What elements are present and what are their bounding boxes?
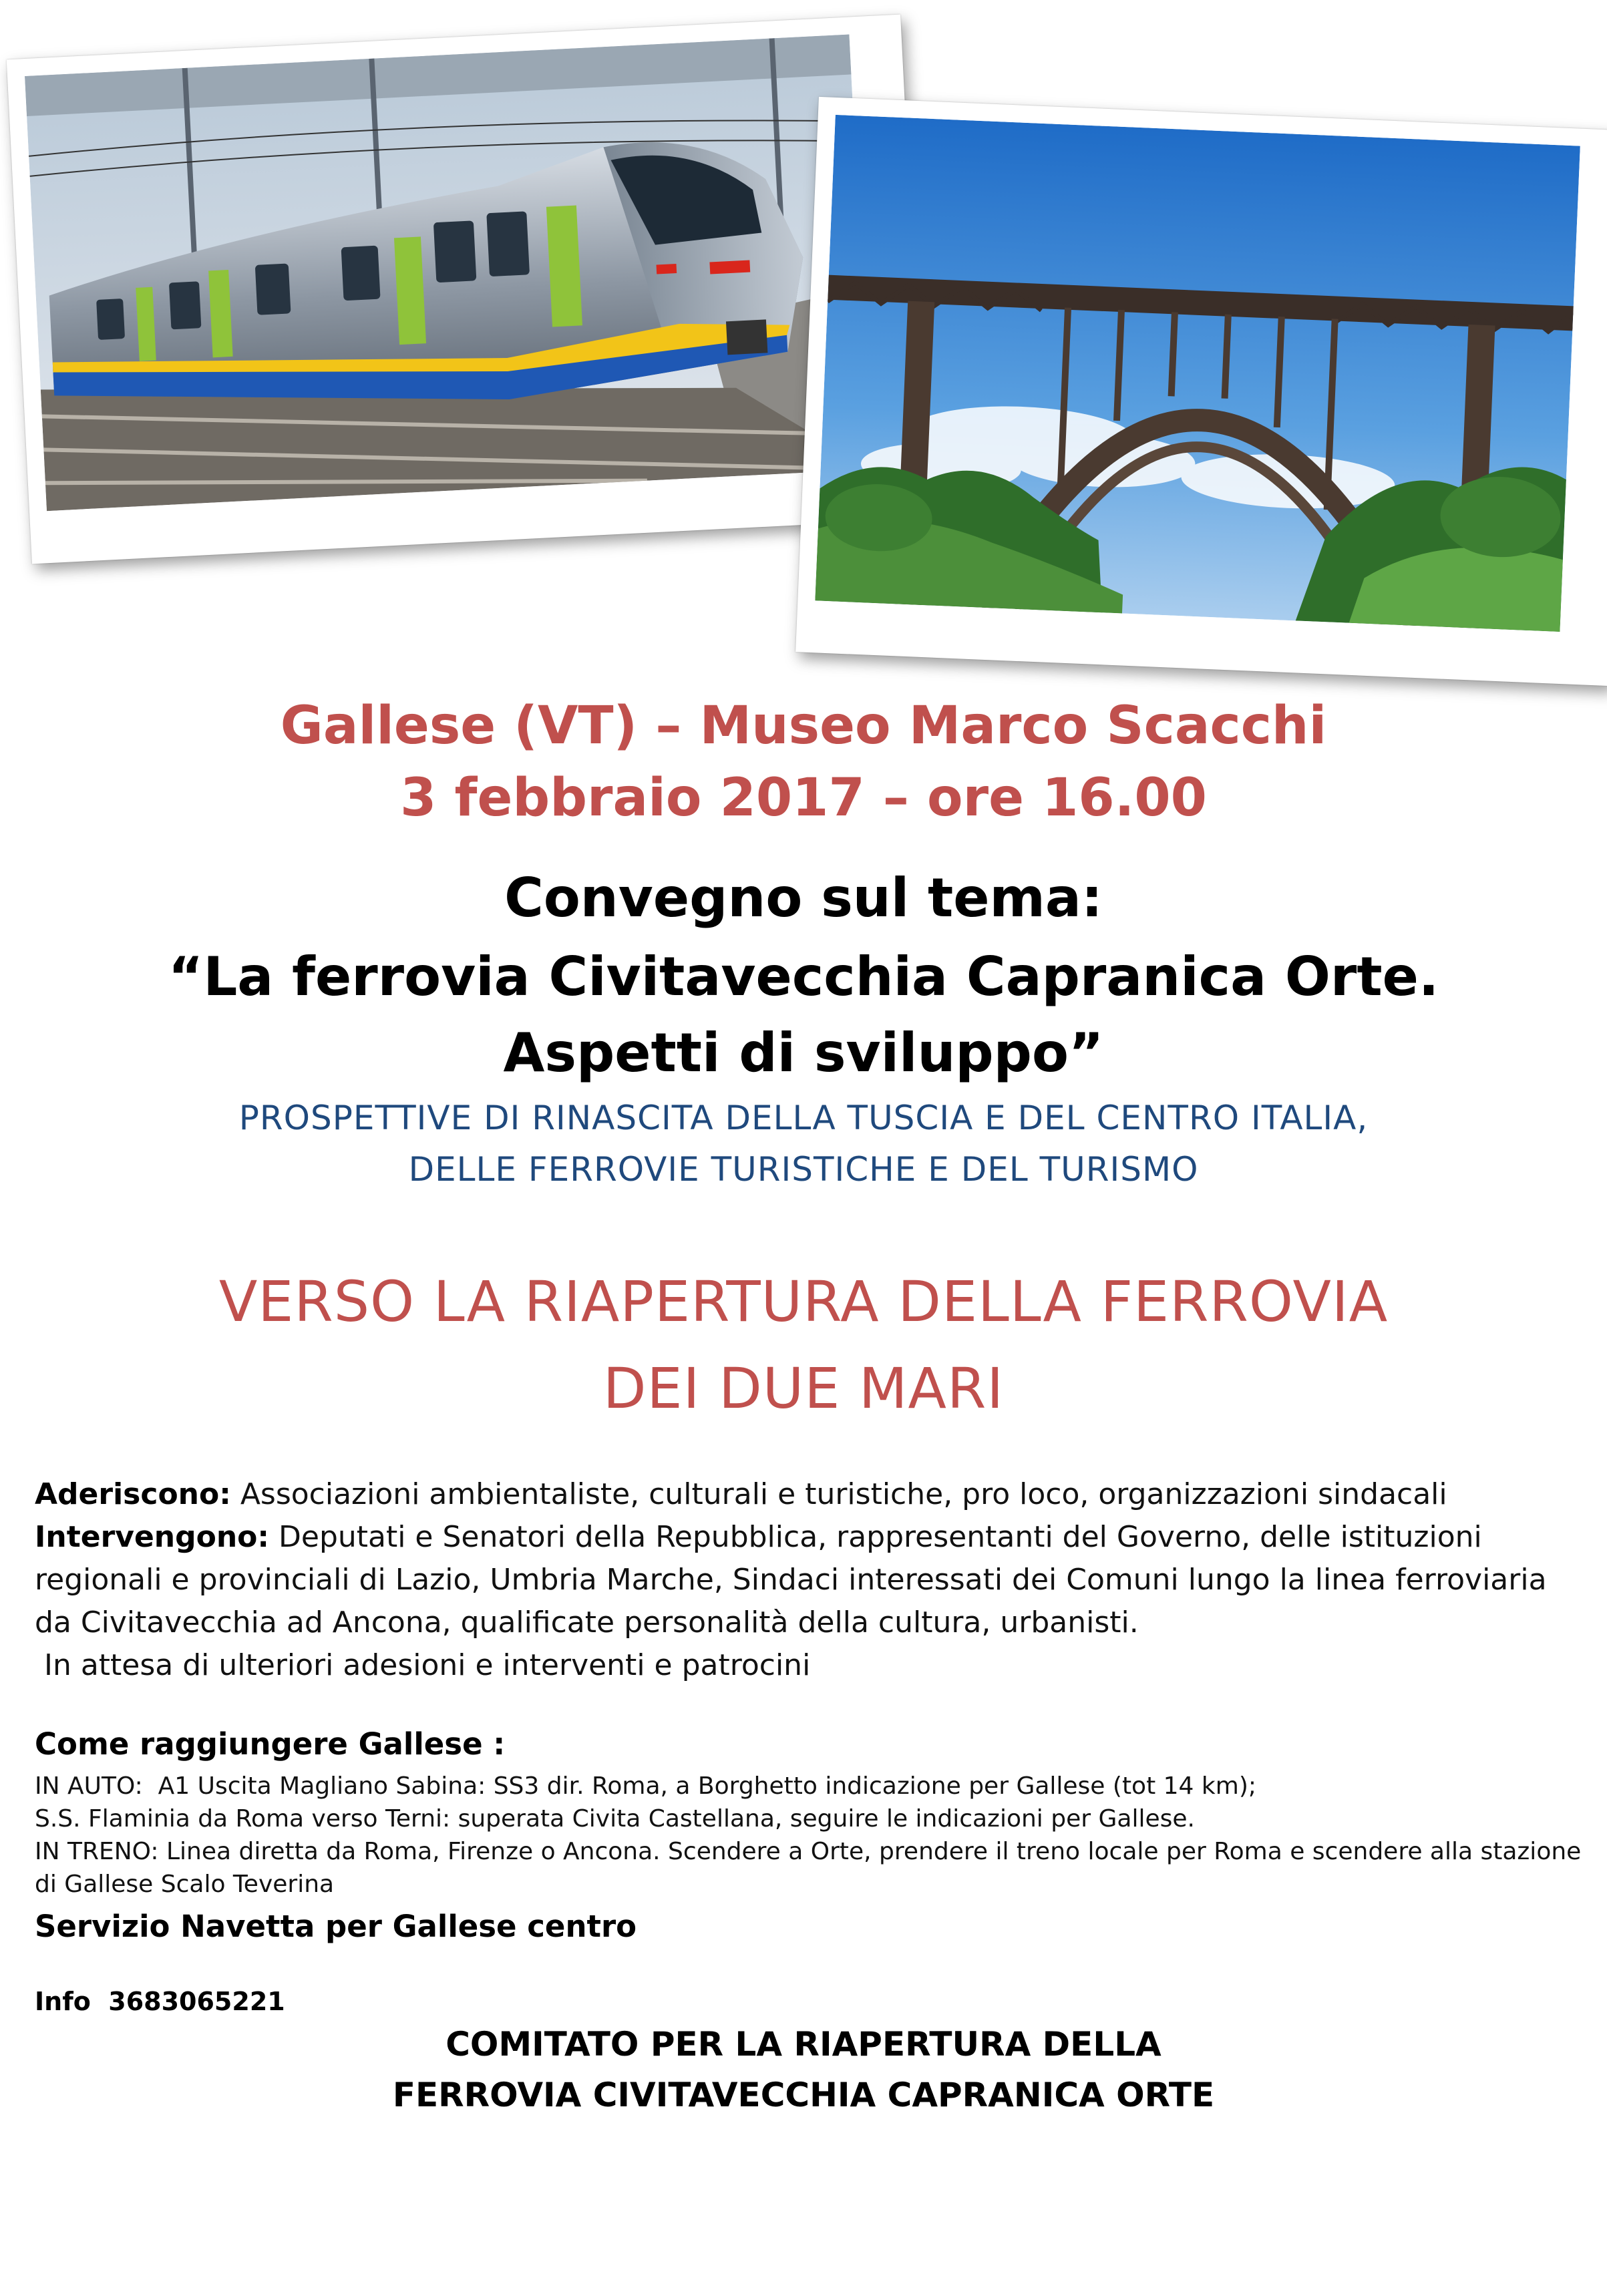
- navetta-line: Servizio Navetta per Gallese centro: [35, 1909, 637, 1944]
- subtitle-line-1: PROSPETTIVE DI RINASCITA DELLA TUSCIA E DEL CENTRO ITALIA,: [238, 1099, 1369, 1137]
- headline-line-1: VERSO LA RIAPERTURA DELLA FERROVIA: [218, 1269, 1389, 1334]
- attesa-row: In attesa di ulteriori adesioni e interventi e patrocini: [35, 1648, 811, 1682]
- subtitle-line-2: DELLE FERROVIE TURISTICHE E DEL TURISMO: [408, 1150, 1199, 1189]
- aderiscono-row: [35, 1473, 1584, 1516]
- committee-line-1: COMITATO PER LA RIAPERTURA DELLA: [445, 2025, 1162, 2064]
- train-photo: [7, 15, 926, 564]
- flaminia-directions: S.S. Flaminia da Roma verso Terni: superata Civita Castellana, seguire le indicazioni per Gallese.: [35, 1805, 1195, 1833]
- info-phone: Info 3683065221: [35, 1987, 285, 2016]
- auto-directions: IN AUTO: A1 Uscita Magliano Sabina: SS3 dir. Roma, a Borghetto indicazione per Gallese (tot 14 km);: [35, 1772, 1256, 1800]
- aderiscono-label: Aderiscono:: [35, 1477, 231, 1511]
- aderiscono-text: Associazioni ambientaliste, culturali e turistiche, pro loco, organizzazioni sindacali: [230, 1477, 1447, 1511]
- headline-line-2: DEI DUE MARI: [602, 1356, 1005, 1421]
- directions-block: [35, 1770, 1591, 1901]
- committee-line-2: FERROVIA CIVITAVECCHIA CAPRANICA ORTE: [392, 2076, 1215, 2114]
- train-directions: IN TRENO: Linea diretta da Roma, Firenze o Ancona. Scendere a Orte, prendere il treno locale per Roma e scendere alla stazione di Gallese Scalo Teverina: [35, 1838, 1582, 1898]
- train-image: [25, 34, 871, 511]
- title-line-1: Convegno sul tema:: [504, 867, 1103, 929]
- title-line-2: “La ferrovia Civitavecchia Capranica Orte.: [168, 946, 1439, 1008]
- title-line-3: Aspetti di sviluppo”: [503, 1022, 1104, 1084]
- bridge-photo: [795, 97, 1607, 686]
- date-line: 3 febbraio 2017 – ore 16.00: [400, 768, 1207, 828]
- participants-block: [35, 1473, 1584, 1687]
- intervengono-row: [35, 1516, 1584, 1644]
- location-line: Gallese (VT) – Museo Marco Scacchi: [280, 696, 1327, 756]
- intervengono-label: Intervengono:: [35, 1520, 269, 1554]
- intervengono-text: Deputati e Senatori della Repubblica, rappresentanti del Governo, delle istituzioni regionali e provinciali di Lazio, Umbria Marche, Sindaci interessati dei Comuni lungo la linea ferroviaria da Civitavecchia ad Ancona, qualificate personalità della cultura, urbanisti.: [35, 1520, 1547, 1640]
- bridge-image: [815, 115, 1580, 632]
- directions-title: Come raggiungere Gallese :: [35, 1726, 506, 1762]
